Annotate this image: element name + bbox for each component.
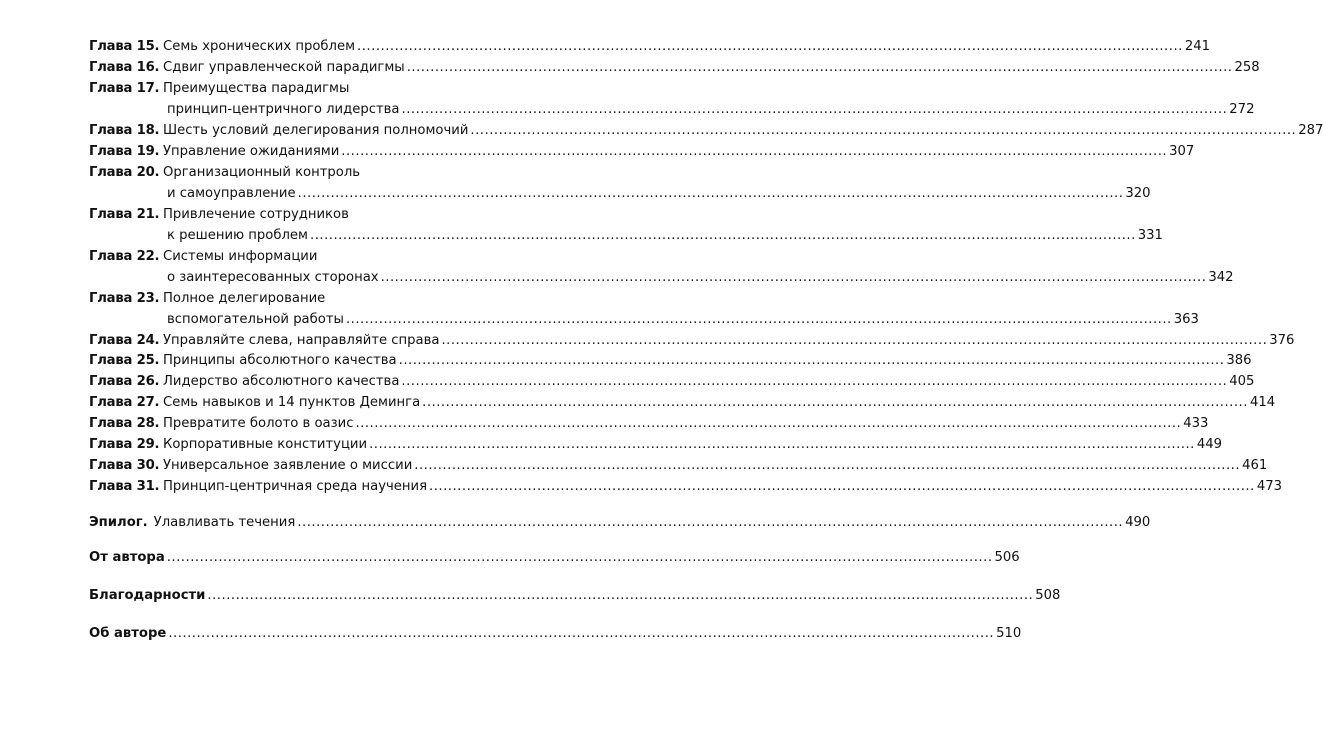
page-number: 307 (1169, 143, 1195, 159)
toc-entry-thanks (89, 585, 1061, 606)
chapter-title: Лидерство абсолютного качества (163, 374, 400, 390)
leader-dots (355, 413, 1181, 434)
toc-entry-16 (89, 57, 1260, 78)
toc-entry-27 (89, 392, 1276, 413)
about-author-label: Об авторе (89, 625, 167, 641)
leader-dots (399, 350, 1225, 371)
chapter-title: Универсальное заявление о миссии (163, 457, 413, 473)
chapter-title: Принципы абсолютного качества (163, 353, 397, 369)
chapter-title: Сдвиг управленческой парадигмы (163, 59, 405, 75)
toc-entry-22 (89, 246, 1234, 288)
leader-dots (401, 371, 1227, 392)
toc-entry-from-author (89, 547, 1020, 568)
page-number: 510 (996, 625, 1022, 641)
chapter-label: Глава 22. (89, 248, 160, 264)
page-number: 414 (1249, 395, 1276, 411)
leader-dots (422, 392, 1248, 413)
chapter-label: Глава 20. (89, 164, 160, 180)
page-number: 241 (1184, 39, 1210, 54)
chapter-title-line2: к решению проблем (167, 227, 308, 243)
chapter-title: Управляйте слева, направляйте справа (163, 332, 440, 348)
leader-dots (346, 309, 1172, 330)
leader-dots (402, 99, 1228, 120)
chapter-label: Глава 29. (89, 437, 160, 453)
page-number: 342 (1208, 269, 1234, 285)
table-of-contents (89, 36, 1323, 644)
toc-entry-15 (89, 36, 1210, 57)
chapter-label: Глава 24. (89, 332, 160, 348)
page-number: 320 (1125, 185, 1151, 201)
leader-dots (297, 512, 1123, 533)
toc-entry-21 (89, 204, 1163, 246)
page-number: 272 (1229, 101, 1255, 117)
chapter-title: Шесть условий делегирования полномочий (163, 122, 469, 138)
epilog-label: Эпилог. (89, 514, 148, 530)
leader-dots (441, 330, 1267, 351)
chapter-title-line1: Организационный контроль (163, 164, 361, 180)
toc-entry-23 (89, 288, 1199, 330)
toc-entry-31 (89, 476, 1282, 497)
chapter-title-line1: Полное делегирование (163, 290, 326, 306)
page-number: 376 (1269, 332, 1295, 348)
chapter-title: Семь навыков и 14 пунктов Деминга (163, 395, 421, 411)
toc-entry-30 (89, 455, 1268, 476)
chapter-title-line1: Преимущества парадигмы (163, 80, 350, 96)
page-number: 287 (1298, 122, 1323, 138)
chapter-label: Глава 25. (89, 353, 160, 369)
toc-entry-28 (89, 413, 1209, 434)
page-number: 258 (1234, 59, 1260, 75)
page-number: 461 (1242, 457, 1268, 473)
leader-dots (207, 585, 1033, 606)
chapter-title: Принцип-центричная среда научения (163, 478, 428, 494)
page-number: 386 (1226, 353, 1252, 369)
toc-entry-24 (89, 330, 1295, 351)
chapter-label: Глава 17. (89, 80, 160, 96)
chapter-title: Корпоративные конституции (163, 437, 368, 453)
leader-dots (470, 120, 1296, 141)
leader-dots (407, 57, 1233, 78)
chapter-label: Глава 19. (89, 143, 160, 159)
chapter-title-line2: вспомогательной работы (167, 311, 344, 327)
toc-entry-17 (89, 78, 1255, 120)
from-author-label: От автора (89, 549, 165, 565)
chapter-title-line2: принцип-центричного лидерства (167, 101, 400, 117)
page-number: 331 (1137, 227, 1163, 243)
toc-entry-26 (89, 371, 1255, 392)
chapter-label: Глава 18. (89, 122, 160, 138)
toc-entry-about-author (89, 623, 1022, 644)
leader-dots (429, 476, 1255, 497)
leader-dots (298, 183, 1124, 204)
chapter-title: Управление ожиданиями (163, 143, 340, 159)
leader-dots (414, 455, 1240, 476)
chapter-label: Глава 15. (89, 39, 160, 54)
chapter-title-line2: и самоуправление (167, 185, 296, 201)
chapter-label: Глава 26. (89, 374, 160, 390)
toc-entry-18 (89, 120, 1323, 141)
chapter-title-line2: о заинтересованных сторонах (167, 269, 379, 285)
page-number: 449 (1196, 437, 1223, 453)
toc-entry-20 (89, 162, 1151, 204)
chapter-title-line1: Привлечение сотрудников (163, 206, 349, 222)
chapter-label: Глава 31. (89, 478, 160, 494)
page-number: 363 (1173, 311, 1199, 327)
leader-dots (357, 36, 1183, 57)
epilog-title: Улавливать течения (153, 514, 296, 530)
leader-dots (167, 547, 993, 568)
leader-dots (310, 225, 1136, 246)
leader-dots (381, 267, 1207, 288)
leader-dots (341, 141, 1167, 162)
toc-entry-19 (89, 141, 1195, 162)
chapter-label: Глава 23. (89, 290, 160, 306)
chapter-title-line1: Системы информации (163, 248, 318, 264)
page-number: 405 (1229, 374, 1255, 390)
toc-entry-25 (89, 350, 1252, 371)
leader-dots (168, 623, 994, 644)
page-number: 433 (1183, 416, 1209, 432)
chapter-label: Глава 27. (89, 395, 160, 411)
toc-entry-epilog (89, 512, 1151, 533)
page-number: 490 (1125, 514, 1151, 530)
page-number: 506 (994, 549, 1020, 565)
chapter-label: Глава 16. (89, 59, 160, 75)
thanks-label: Благодарности (89, 587, 206, 603)
chapter-label: Глава 30. (89, 457, 160, 473)
toc-entry-29 (89, 434, 1223, 455)
leader-dots (369, 434, 1195, 455)
chapter-label: Глава 21. (89, 206, 160, 222)
chapter-label: Глава 28. (89, 416, 160, 432)
page-number: 473 (1256, 478, 1282, 494)
chapter-title: Превратите болото в оазис (163, 416, 354, 432)
page-number: 508 (1035, 587, 1061, 603)
chapter-title: Семь хронических проблем (163, 39, 356, 54)
